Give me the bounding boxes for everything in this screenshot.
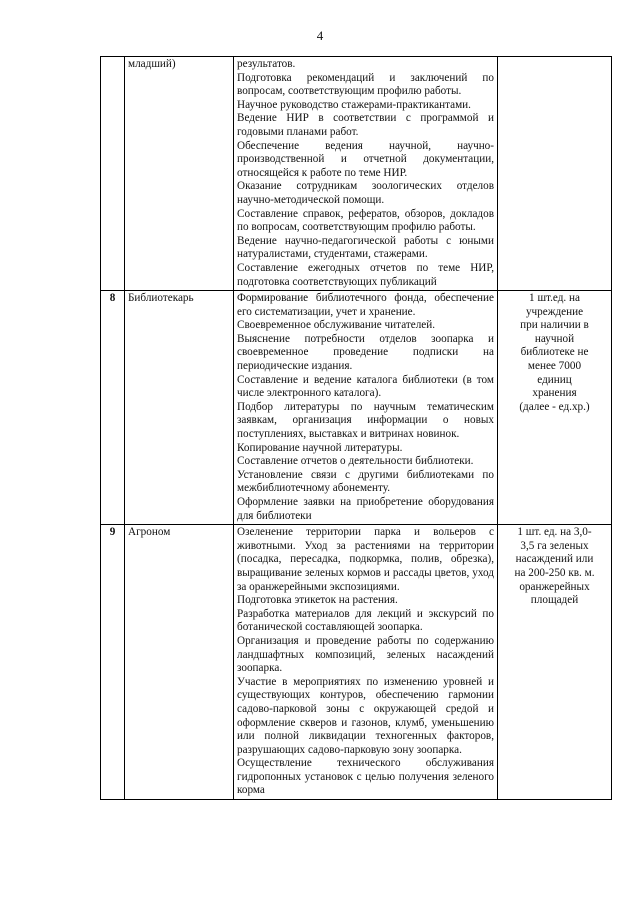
staffing-norm-line: единиц (537, 373, 572, 386)
duty-item: Ведение НИР в соответствии с программой и годовыми планами работ. (237, 112, 494, 138)
duty-item: Подготовка этикеток на растения. (237, 594, 398, 607)
position-name: Библиотекарь (125, 291, 234, 525)
duty-item: Установление связи с другими библиотеками по межбиблиотечному абонементу. (237, 468, 494, 495)
staffing-norm-line: научной (534, 332, 575, 345)
duty-item: Организация и проведение работы по содержанию ландшафтных композиций, зеленых насаждений зоопарка. (237, 634, 494, 675)
duties-cell (234, 57, 498, 291)
duty-item: Копирование научной литературы. (237, 441, 403, 454)
duty-item: Ведение научно-педагогической работы с юными натуралистами, студентами, стажерами. (237, 234, 494, 261)
staffing-norm-cell (498, 525, 612, 800)
staffing-norm-line: 3,5 га зеленых (520, 539, 589, 552)
row-number: 8 (101, 291, 125, 525)
staffing-norm-line: 1 шт. ед. на 3,0- (517, 526, 592, 539)
staffing-norm-line: 1 шт.ед. на (529, 292, 580, 305)
position-name: Агроном (125, 525, 234, 800)
duty-item: Научное руководство стажерами-практикантами. (237, 98, 471, 111)
duty-item: Участие в мероприятиях по изменению уровней и существующих контуров, обеспечению гармонии садово-парковой зоны с окружающей средой и оформление скверов и газонов, клумб, уменьшению или полной ликвидации техногенных факторов, разрушающих садово-парковую зону зоопарка. (237, 675, 494, 756)
duty-item: результатов. (237, 58, 296, 70)
staffing-table (100, 56, 612, 800)
row-number (101, 57, 125, 291)
duties-cell (234, 291, 498, 525)
page-number: 4 (316, 28, 324, 43)
duty-item: Составление отчетов о деятельности библиотеки. (237, 455, 474, 468)
duty-item: Оформление заявки на приобретение оборудования для библиотеки (237, 496, 494, 522)
staffing-norm-line: на 200-250 кв. м. (514, 566, 595, 579)
staffing-norm-cell (498, 57, 612, 291)
staffing-norm-line: менее 7000 (527, 360, 582, 373)
duty-item: Выяснение потребности отделов зоопарка и своевременное проведение подписки на периодические издания. (237, 332, 494, 373)
duty-item: Обеспечение ведения научной, научно-производственной и отчетной документации, относящейся к работе по теме НИР. (237, 139, 494, 179)
staffing-norm-line: учреждение (525, 305, 584, 318)
staffing-norm-cell (498, 291, 612, 525)
duty-item: Озеленение территории парка и вольеров с животными. Уход за растениями на территории (посадка, пересадка, подкормка, полив, обрезка), выращивание зеленых кормов и рассады цветов, уход за оранжерейными экспозициями. (237, 526, 494, 593)
staffing-norm-line: при наличии в (520, 319, 589, 332)
staffing-norm-line: хранения (532, 387, 577, 400)
duty-item: Подготовка рекомендаций и заключений по вопросам, соответствующим профилю работы. (237, 71, 494, 98)
duty-item: Своевременное обслуживание читателей. (237, 319, 436, 332)
row-number: 9 (101, 525, 125, 800)
table-body (101, 57, 612, 800)
staffing-norm-line: оранжерейных (519, 580, 590, 593)
duty-item: Подбор литературы по научным тематическим заявкам, организация информации о новых поступлениях, выставках и витринах новинок. (237, 400, 494, 441)
duty-item: Разработка материалов для лекций и экскурсий по ботанической составляющей зоопарка. (237, 607, 494, 634)
table-row (101, 525, 612, 800)
duties-cell (234, 525, 498, 800)
staffing-norm-line: площадей (530, 594, 579, 607)
duty-item: Осуществление технического обслуживания гидропонных установок с целью получения зеленого корма (237, 757, 494, 797)
duty-item: Составление справок, рефератов, обзоров, докладов по вопросам, соответствующим профилю работы. (237, 207, 494, 234)
table-row (101, 291, 612, 525)
staffing-norm-line: (далее - ед.хр.) (519, 400, 590, 413)
duty-item: Составление ежегодных отчетов по теме НИР, подготовка соответствующих публикаций (237, 261, 494, 288)
staffing-norm-line: библиотеке не (520, 346, 589, 359)
position-name: младший) (125, 57, 234, 291)
duty-item: Формирование библиотечного фонда, обеспечение его систематизации, учет и хранение. (237, 292, 494, 318)
staffing-norm-line: насаждений или (515, 553, 594, 566)
duty-item: Составление и ведение каталога библиотеки (в том числе электронного каталога). (237, 373, 494, 400)
duty-item: Оказание сотрудникам зоологических отделов научно-методической помощи. (237, 180, 494, 206)
table-row (101, 57, 612, 291)
